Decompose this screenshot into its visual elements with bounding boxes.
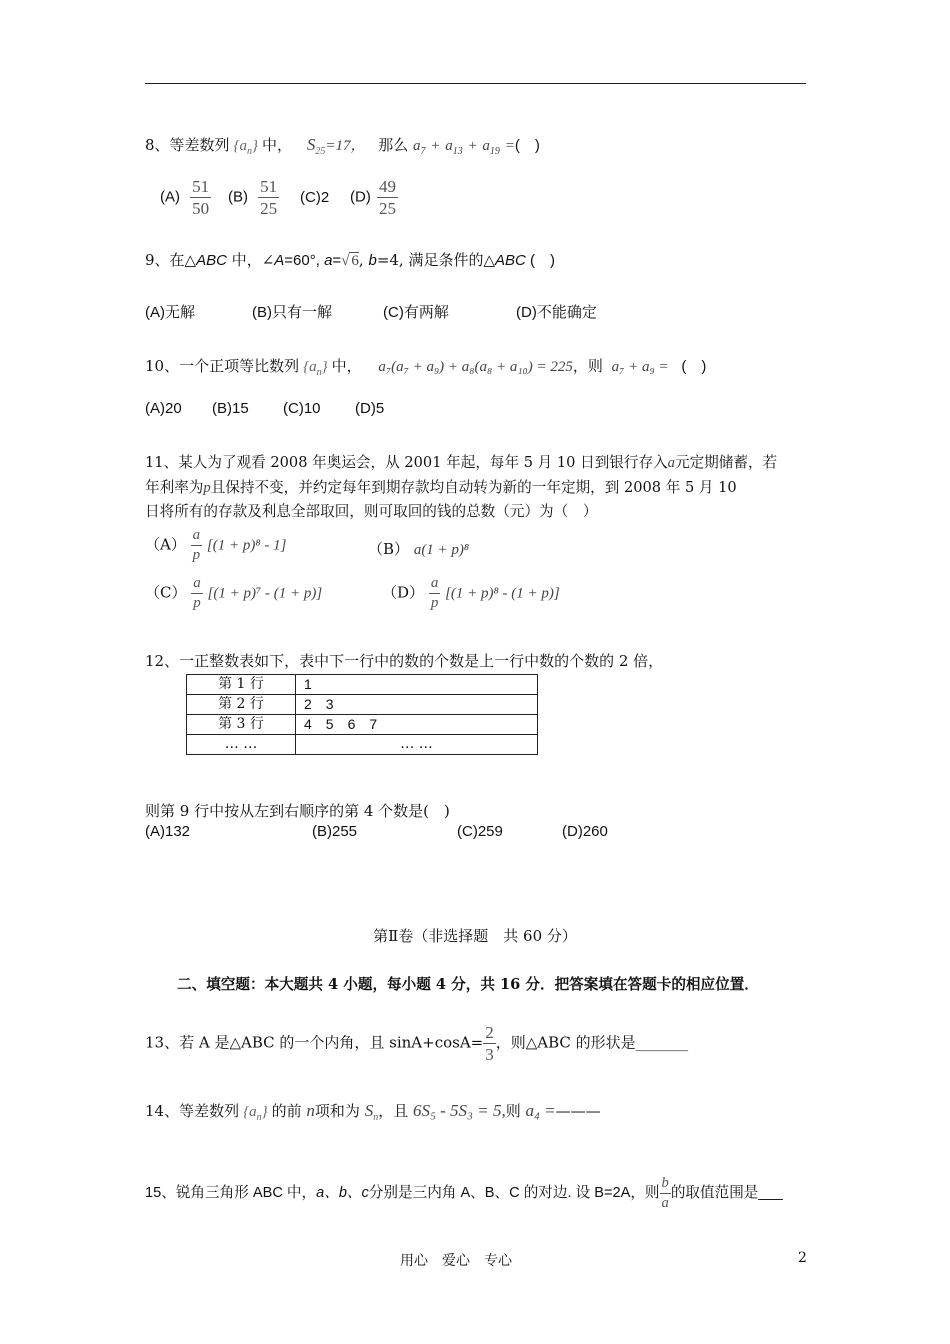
question-9: 9、在△ABC 中，∠A=60°, a=√ 6, b=4, 满足条件的△ABC ( ) (145, 251, 556, 269)
q10-option-c[interactable]: (C)10 (283, 400, 321, 417)
q12-option-c[interactable]: (C)259 (457, 823, 503, 840)
table-row (187, 735, 538, 755)
question-11-line-2: 年利率为p且保持不变，并约定每年到期存款均自动转为新的一年定期，到 2008 年 5 月 10 (145, 479, 737, 496)
page-number: 2 (798, 1250, 807, 1266)
q10-option-a[interactable]: (A)20 (145, 400, 182, 417)
q12-option-a[interactable]: (A)132 (145, 823, 191, 840)
question-10: 10、一个正项等比数列 $\{a_n\}$ 中， a₇(a₇ + a₉) + a₈(a₈ + a₁₀) = 225，则 a₇ + a₉ = ( ) (145, 357, 707, 378)
q12-option-d[interactable]: (D)260 (562, 823, 608, 840)
q9-option-b[interactable]: (B)只有一解 (252, 304, 332, 321)
row-values: 2 3 (296, 695, 538, 715)
q12-option-b[interactable]: (B)255 (312, 823, 358, 840)
q8-option-c[interactable]: (C)2 (300, 189, 330, 206)
q8-option-b[interactable]: (B) $\frac{51}{25}$ (228, 177, 278, 218)
q11-option-a[interactable]: （A） $\frac{a}{p}$ [(1 + p)⁸ - 1] (145, 527, 287, 563)
number-table (186, 674, 538, 755)
question-15: 15、锐角三角形 ABC 中，a、b、c分别是三内角 A、B、C 的对边. 设 B=2A，则 $\frac{b}{a}$ 的取值范围是___ (145, 1175, 783, 1211)
table-row (187, 675, 538, 695)
part-2-title: 第Ⅱ卷（非选择题 共 60 分） (373, 927, 577, 945)
question-8: 8、等差数列 $\{a_n\}$ 中， $S_{25}=17$， 那么 $a_7 + a_{13} + a_{19}$ =( ) (145, 135, 540, 157)
q10-option-d[interactable]: (D)5 (355, 400, 385, 417)
row-values: 4 5 6 7 (296, 715, 538, 735)
row-label: 第 1 行 (187, 675, 296, 695)
q8-option-a[interactable]: (A) $\frac{51}{50}$ (160, 177, 210, 218)
q11-option-b[interactable]: （B） a(1 + p)⁸ (368, 540, 470, 558)
section-heading: 二、填空题：本大题共 4 小题，每小题 4 分，共 16 分．把答案填在答题卡的相应位置． (177, 976, 759, 993)
question-11-line-1: 11、某人为了观看 2008 年奥运会，从 2001 年起，每年 5 月 10 日到银行存入a元定期储蓄，若 (145, 454, 778, 471)
question-14: 14、等差数列 $\{a_n\}$ 的前 n项和为 $S_n$，且 6S₅ - 5S₃ = 5,则 a₄ =——— (145, 1101, 601, 1123)
q9-option-d[interactable]: (D)不能确定 (516, 304, 597, 321)
q11-option-d[interactable]: （D） $\frac{a}{p}$ [(1 + p)⁸ - (1 + p)] (382, 575, 560, 611)
question-12: 12、一正整数表如下，表中下一行中的数的个数是上一行中数的个数的 2 倍， (145, 652, 664, 670)
q10-option-b[interactable]: (B)15 (212, 400, 249, 417)
q11-option-c[interactable]: （C） $\frac{a}{p}$ [(1 + p)⁷ - (1 + p)] (145, 575, 323, 611)
table-row (187, 715, 538, 735)
footer-motto: 用心 爱心 专心 (400, 1253, 512, 1269)
row-label: 第 3 行 (187, 715, 296, 735)
question-11-line-3: 日将所有的存款及利息全部取回，则可取回的钱的总数（元）为（ ） (145, 503, 598, 520)
row-label: … … (187, 735, 296, 755)
answer-blank[interactable]: ——— (555, 1102, 601, 1120)
header-rule (145, 83, 806, 84)
table-row (187, 695, 538, 715)
q9-option-a[interactable]: (A)无解 (145, 304, 195, 321)
q8-option-d[interactable]: (D) $\frac{49}{25}$ (350, 177, 396, 218)
row-label: 第 2 行 (187, 695, 296, 715)
row-values: … … (296, 735, 538, 755)
question-12-prompt: 则第 9 行中按从左到右顺序的第 4 个数是( ) (145, 802, 450, 820)
row-values: 1 (296, 675, 538, 695)
question-13: 13、若 A 是△ABC 的一个内角，且 sinA+cosA= $\frac{2}{3}$ ，则△ABC 的形状是_______ (145, 1023, 689, 1064)
q9-option-c[interactable]: (C)有两解 (383, 304, 449, 321)
